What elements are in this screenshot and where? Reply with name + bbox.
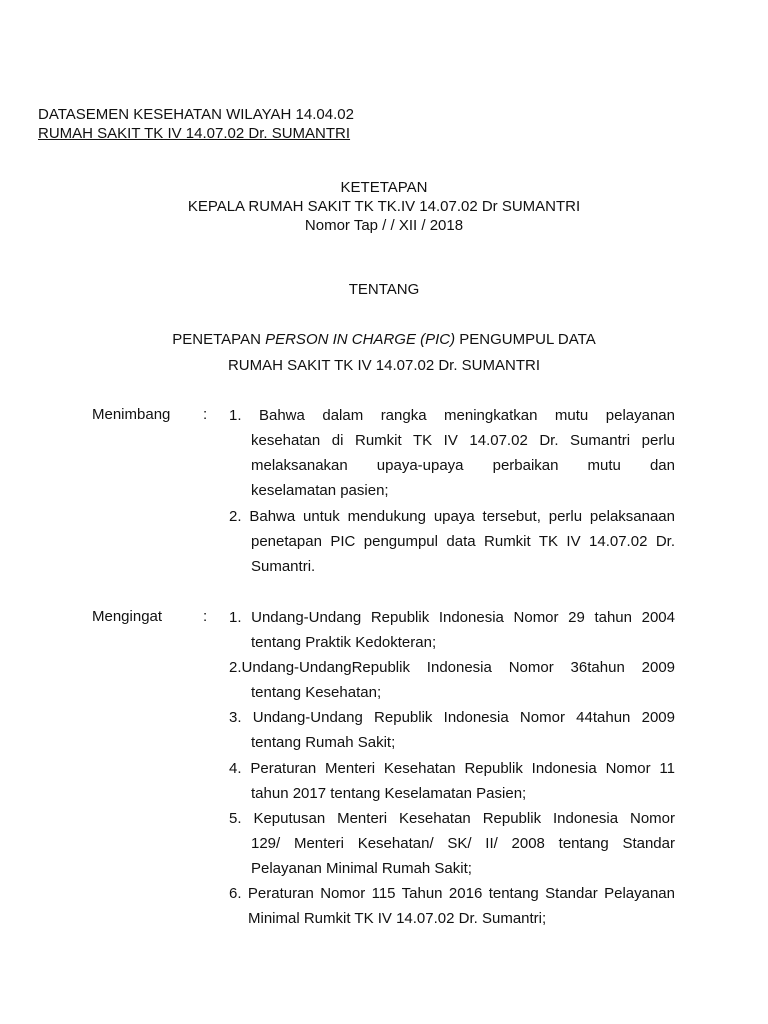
mengingat-colon: :: [203, 608, 208, 625]
text-line: 129/ Menteri Kesehatan/ SK/ II/ 2008 tentang Standar: [251, 835, 675, 852]
subject-part-c: PENGUMPUL DATA: [455, 331, 596, 348]
menimbang-item-2: [229, 504, 675, 579]
text-line: 1. Undang-Undang Republik Indonesia Nomor 29 tahun 2004: [229, 609, 675, 626]
text-line: 6. Peraturan Nomor 115 Tahun 2016 tentang Standar Pelayanan: [229, 885, 675, 902]
tentang-heading: TENTANG: [348, 281, 420, 298]
text-line: 1. Bahwa dalam rangka meningkatkan mutu pelayanan: [229, 407, 675, 424]
text-line: melaksanakan upaya-upaya perbaikan mutu dan: [251, 457, 675, 474]
subject-part-a: PENETAPAN: [172, 331, 266, 348]
text-line: tentang Kesehatan;: [251, 684, 382, 701]
menimbang-label: Menimbang: [92, 406, 171, 423]
text-line: Pelayanan Minimal Rumah Sakit;: [251, 860, 472, 877]
text-line: 2.Undang-UndangRepublik Indonesia Nomor 36tahun 2009: [229, 659, 675, 676]
text-line: tentang Praktik Kedokteran;: [251, 634, 437, 651]
text-line: Sumantri.: [251, 558, 316, 575]
text-line: 4. Peraturan Menteri Kesehatan Republik Indonesia Nomor 11: [229, 760, 675, 777]
decree-number: Nomor Tap / / XII / 2018: [304, 217, 464, 234]
text-line: 3. Undang-Undang Republik Indonesia Nomor 44tahun 2009: [229, 709, 675, 726]
issuer-title: KEPALA RUMAH SAKIT TK TK.IV 14.07.02 Dr SUMANTRI: [187, 198, 581, 215]
mengingat-item-4: [229, 756, 675, 806]
text-line: kesehatan di Rumkit TK IV 14.07.02 Dr. Sumantri perlu: [251, 432, 675, 449]
mengingat-item-5: [229, 806, 675, 881]
text-line: keselamatan pasien;: [251, 482, 389, 499]
subject-part-b-italic: PERSON IN CHARGE (PIC): [265, 331, 456, 348]
text-line: penetapan PIC pengumpul data Rumkit TK IV 14.07.02 Dr.: [251, 533, 675, 550]
mengingat-item-6: [229, 881, 675, 931]
mengingat-item-1: [229, 605, 675, 655]
header-hospital-name: RUMAH SAKIT TK IV 14.07.02 Dr. SUMANTRI: [38, 125, 351, 142]
subject-line-2: RUMAH SAKIT TK IV 14.07.02 Dr. SUMANTRI: [227, 357, 541, 374]
mengingat-item-3: [229, 705, 675, 755]
doc-type-title: KETETAPAN: [340, 179, 428, 196]
mengingat-item-2: [229, 655, 675, 705]
text-line: tentang Rumah Sakit;: [251, 734, 396, 751]
text-line: 5. Keputusan Menteri Kesehatan Republik Indonesia Nomor: [229, 810, 675, 827]
text-line: tahun 2017 tentang Keselamatan Pasien;: [251, 785, 527, 802]
header-unit-name: DATASEMEN KESEHATAN WILAYAH 14.04.02: [38, 106, 354, 123]
menimbang-item-1: [229, 403, 675, 503]
text-line: Minimal Rumkit TK IV 14.07.02 Dr. Sumantri;: [248, 910, 547, 927]
mengingat-label: Mengingat: [92, 608, 163, 625]
subject-line-1: [0, 331, 768, 348]
text-line: 2. Bahwa untuk mendukung upaya tersebut, perlu pelaksanaan: [229, 508, 675, 525]
menimbang-colon: :: [203, 406, 208, 423]
